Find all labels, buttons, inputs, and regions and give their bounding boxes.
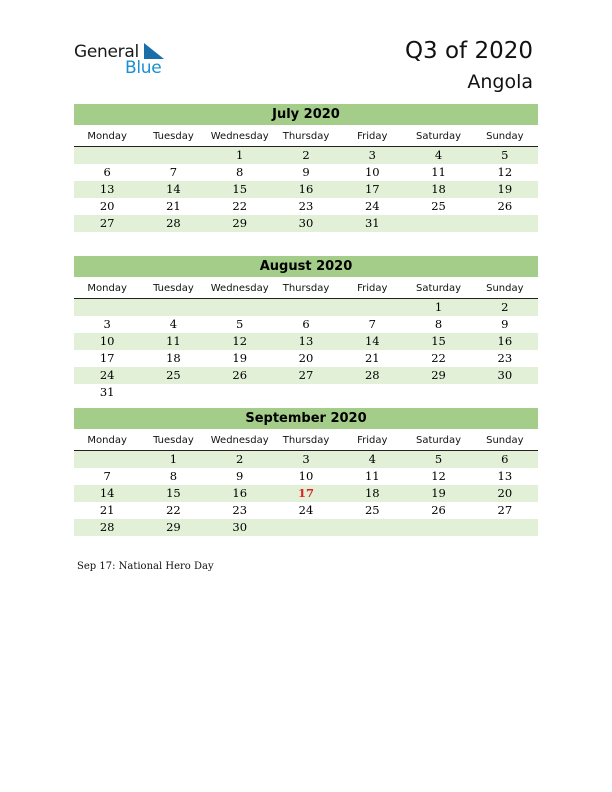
- day-cell: 15: [232, 182, 248, 196]
- day-cell: 17: [99, 351, 115, 365]
- day-cell: 10: [99, 334, 115, 348]
- day-cell: 12: [497, 165, 513, 179]
- weekday-label: Sunday: [486, 283, 524, 294]
- month-september: [74, 408, 538, 536]
- day-cell: 19: [232, 351, 248, 365]
- day-cell: 20: [99, 199, 115, 213]
- day-cell: 24: [99, 368, 115, 382]
- week-row: [74, 502, 538, 519]
- day-cell: 5: [434, 452, 443, 466]
- day-cell: [339, 384, 405, 401]
- day-cell: [273, 519, 339, 536]
- day-cell: 11: [431, 165, 446, 179]
- day-cell: 21: [166, 199, 181, 213]
- day-cell: 21: [99, 503, 115, 517]
- day-cell: 10: [298, 469, 314, 483]
- day-cell: 31: [364, 216, 380, 230]
- day-cell: 14: [99, 486, 115, 500]
- day-cell: 7: [103, 469, 111, 483]
- month-header: August 2020: [74, 256, 538, 277]
- day-cell: 11: [364, 469, 380, 483]
- week-row: [74, 350, 538, 367]
- day-cell: [140, 299, 206, 316]
- day-cell: [472, 215, 538, 232]
- day-cell: 15: [166, 486, 181, 500]
- day-cell: 13: [298, 334, 314, 348]
- day-cell: 7: [368, 317, 376, 331]
- day-cell: 23: [497, 351, 513, 365]
- weekday-header-row: [74, 128, 538, 147]
- day-cell: 12: [232, 334, 248, 348]
- day-cell: 30: [497, 368, 513, 382]
- day-cell: 8: [169, 469, 178, 483]
- day-cell: 4: [169, 317, 178, 331]
- week-row: [74, 316, 538, 333]
- day-cell: [405, 215, 471, 232]
- day-cell: 13: [497, 469, 513, 483]
- day-cell: 19: [431, 486, 446, 500]
- week-row: [74, 198, 538, 215]
- week-row: [74, 519, 538, 536]
- day-cell: 15: [431, 334, 446, 348]
- week-row: [74, 384, 538, 401]
- day-cell: [339, 519, 405, 536]
- day-cell: 12: [431, 469, 446, 483]
- weekday-label: Tuesday: [153, 131, 194, 142]
- weekday-label: Wednesday: [210, 131, 269, 142]
- page-title: Q3 of 2020: [404, 38, 533, 64]
- month-july: [74, 104, 538, 232]
- day-cell: 19: [497, 182, 513, 196]
- day-cell: [472, 519, 538, 536]
- day-cell: 7: [169, 165, 178, 179]
- day-cell: [273, 299, 339, 316]
- day-cell: 14: [364, 334, 380, 348]
- day-cell: [140, 384, 206, 401]
- weekday-label: Thursday: [282, 283, 330, 294]
- weekday-label: Friday: [357, 131, 388, 142]
- country-name: Angola: [467, 71, 533, 93]
- day-cell: 10: [364, 165, 380, 179]
- day-cell: [405, 519, 471, 536]
- brand-general: General: [74, 42, 139, 62]
- weekday-header-row: [74, 432, 538, 451]
- day-cell: 25: [431, 199, 446, 213]
- day-cell: 9: [501, 317, 509, 331]
- day-cell: 20: [298, 351, 314, 365]
- week-row: [74, 147, 538, 164]
- day-cell: 25: [166, 368, 181, 382]
- day-cell: 26: [431, 503, 446, 517]
- day-cell: [74, 299, 140, 316]
- weekday-label: Thursday: [282, 131, 330, 142]
- day-cell: 14: [166, 182, 181, 196]
- month-august: [74, 256, 538, 401]
- day-cell: 13: [99, 182, 115, 196]
- day-cell: 18: [166, 351, 181, 365]
- brand-blue: Blue: [125, 58, 162, 78]
- day-cell: 28: [99, 520, 115, 534]
- day-cell: 30: [232, 520, 248, 534]
- holiday-note: Sep 17: National Hero Day: [77, 561, 214, 572]
- day-cell: 26: [497, 199, 513, 213]
- weekday-label: Tuesday: [153, 435, 194, 446]
- day-cell: 29: [166, 520, 181, 534]
- day-cell: [472, 384, 538, 401]
- day-cell: 28: [364, 368, 380, 382]
- day-cell: 1: [236, 148, 244, 162]
- weekday-label: Saturday: [416, 435, 462, 446]
- day-cell: 9: [302, 165, 310, 179]
- day-cell: [207, 299, 273, 316]
- weekday-label: Friday: [357, 435, 388, 446]
- day-cell: [273, 384, 339, 401]
- week-row: [74, 181, 538, 198]
- day-cell: 2: [236, 452, 244, 466]
- day-cell: 2: [501, 300, 509, 314]
- day-cell: 17: [364, 182, 380, 196]
- weekday-header-row: [74, 280, 538, 299]
- day-cell: [405, 384, 471, 401]
- weekday-label: Sunday: [486, 435, 524, 446]
- day-cell: 29: [431, 368, 446, 382]
- day-cell: 1: [434, 300, 443, 314]
- week-row: [74, 367, 538, 384]
- day-cell: [74, 451, 140, 468]
- weekday-label: Friday: [357, 283, 388, 294]
- week-row: [74, 468, 538, 485]
- day-cell: 31: [99, 385, 115, 399]
- day-cell: 11: [166, 334, 181, 348]
- day-cell: 5: [236, 317, 244, 331]
- weekday-label: Saturday: [416, 131, 462, 142]
- day-cell: 8: [236, 165, 244, 179]
- week-row: [74, 333, 538, 350]
- day-cell: 30: [298, 216, 314, 230]
- day-cell: 6: [501, 452, 509, 466]
- day-cell: 25: [364, 503, 380, 517]
- day-cell: [74, 147, 140, 164]
- day-cell: [339, 299, 405, 316]
- day-cell: 27: [497, 503, 513, 517]
- weekday-label: Saturday: [416, 283, 462, 294]
- day-cell: 3: [302, 452, 310, 466]
- day-cell: 4: [368, 452, 376, 466]
- day-cell: 22: [166, 503, 181, 517]
- brand-logo: [74, 42, 184, 78]
- week-row: [74, 485, 538, 502]
- day-cell: [207, 384, 273, 401]
- day-cell: 22: [232, 199, 248, 213]
- month-header: July 2020: [74, 104, 538, 125]
- week-row: [74, 164, 538, 181]
- day-cell: 21: [364, 351, 380, 365]
- day-cell: 23: [298, 199, 314, 213]
- day-cell: 29: [232, 216, 248, 230]
- weekday-label: Wednesday: [210, 283, 269, 294]
- holiday-day-cell: 17: [297, 486, 314, 500]
- day-cell: [140, 147, 206, 164]
- day-cell: 5: [501, 148, 509, 162]
- day-cell: 20: [497, 486, 513, 500]
- week-row: [74, 215, 538, 232]
- weekday-label: Monday: [87, 283, 127, 294]
- day-cell: 16: [497, 334, 513, 348]
- day-cell: 9: [236, 469, 244, 483]
- day-cell: 26: [232, 368, 248, 382]
- day-cell: 6: [302, 317, 310, 331]
- day-cell: 27: [298, 368, 314, 382]
- day-cell: 24: [298, 503, 314, 517]
- day-cell: 8: [434, 317, 443, 331]
- day-cell: 22: [431, 351, 446, 365]
- day-cell: 4: [434, 148, 443, 162]
- day-cell: 3: [368, 148, 376, 162]
- week-row: [74, 451, 538, 468]
- week-row: [74, 299, 538, 316]
- weekday-label: Monday: [87, 131, 127, 142]
- day-cell: 27: [99, 216, 115, 230]
- day-cell: 16: [298, 182, 314, 196]
- weekday-label: Tuesday: [153, 283, 194, 294]
- day-cell: 18: [364, 486, 380, 500]
- day-cell: 3: [103, 317, 111, 331]
- day-cell: 28: [166, 216, 181, 230]
- day-cell: 24: [364, 199, 380, 213]
- day-cell: 6: [103, 165, 111, 179]
- weekday-label: Monday: [87, 435, 127, 446]
- day-cell: 23: [232, 503, 248, 517]
- day-cell: 16: [232, 486, 248, 500]
- weekday-label: Thursday: [282, 435, 330, 446]
- day-cell: 18: [431, 182, 446, 196]
- day-cell: 1: [169, 452, 178, 466]
- day-cell: 2: [302, 148, 310, 162]
- month-header: September 2020: [74, 408, 538, 429]
- weekday-label: Wednesday: [210, 435, 269, 446]
- weekday-label: Sunday: [486, 131, 524, 142]
